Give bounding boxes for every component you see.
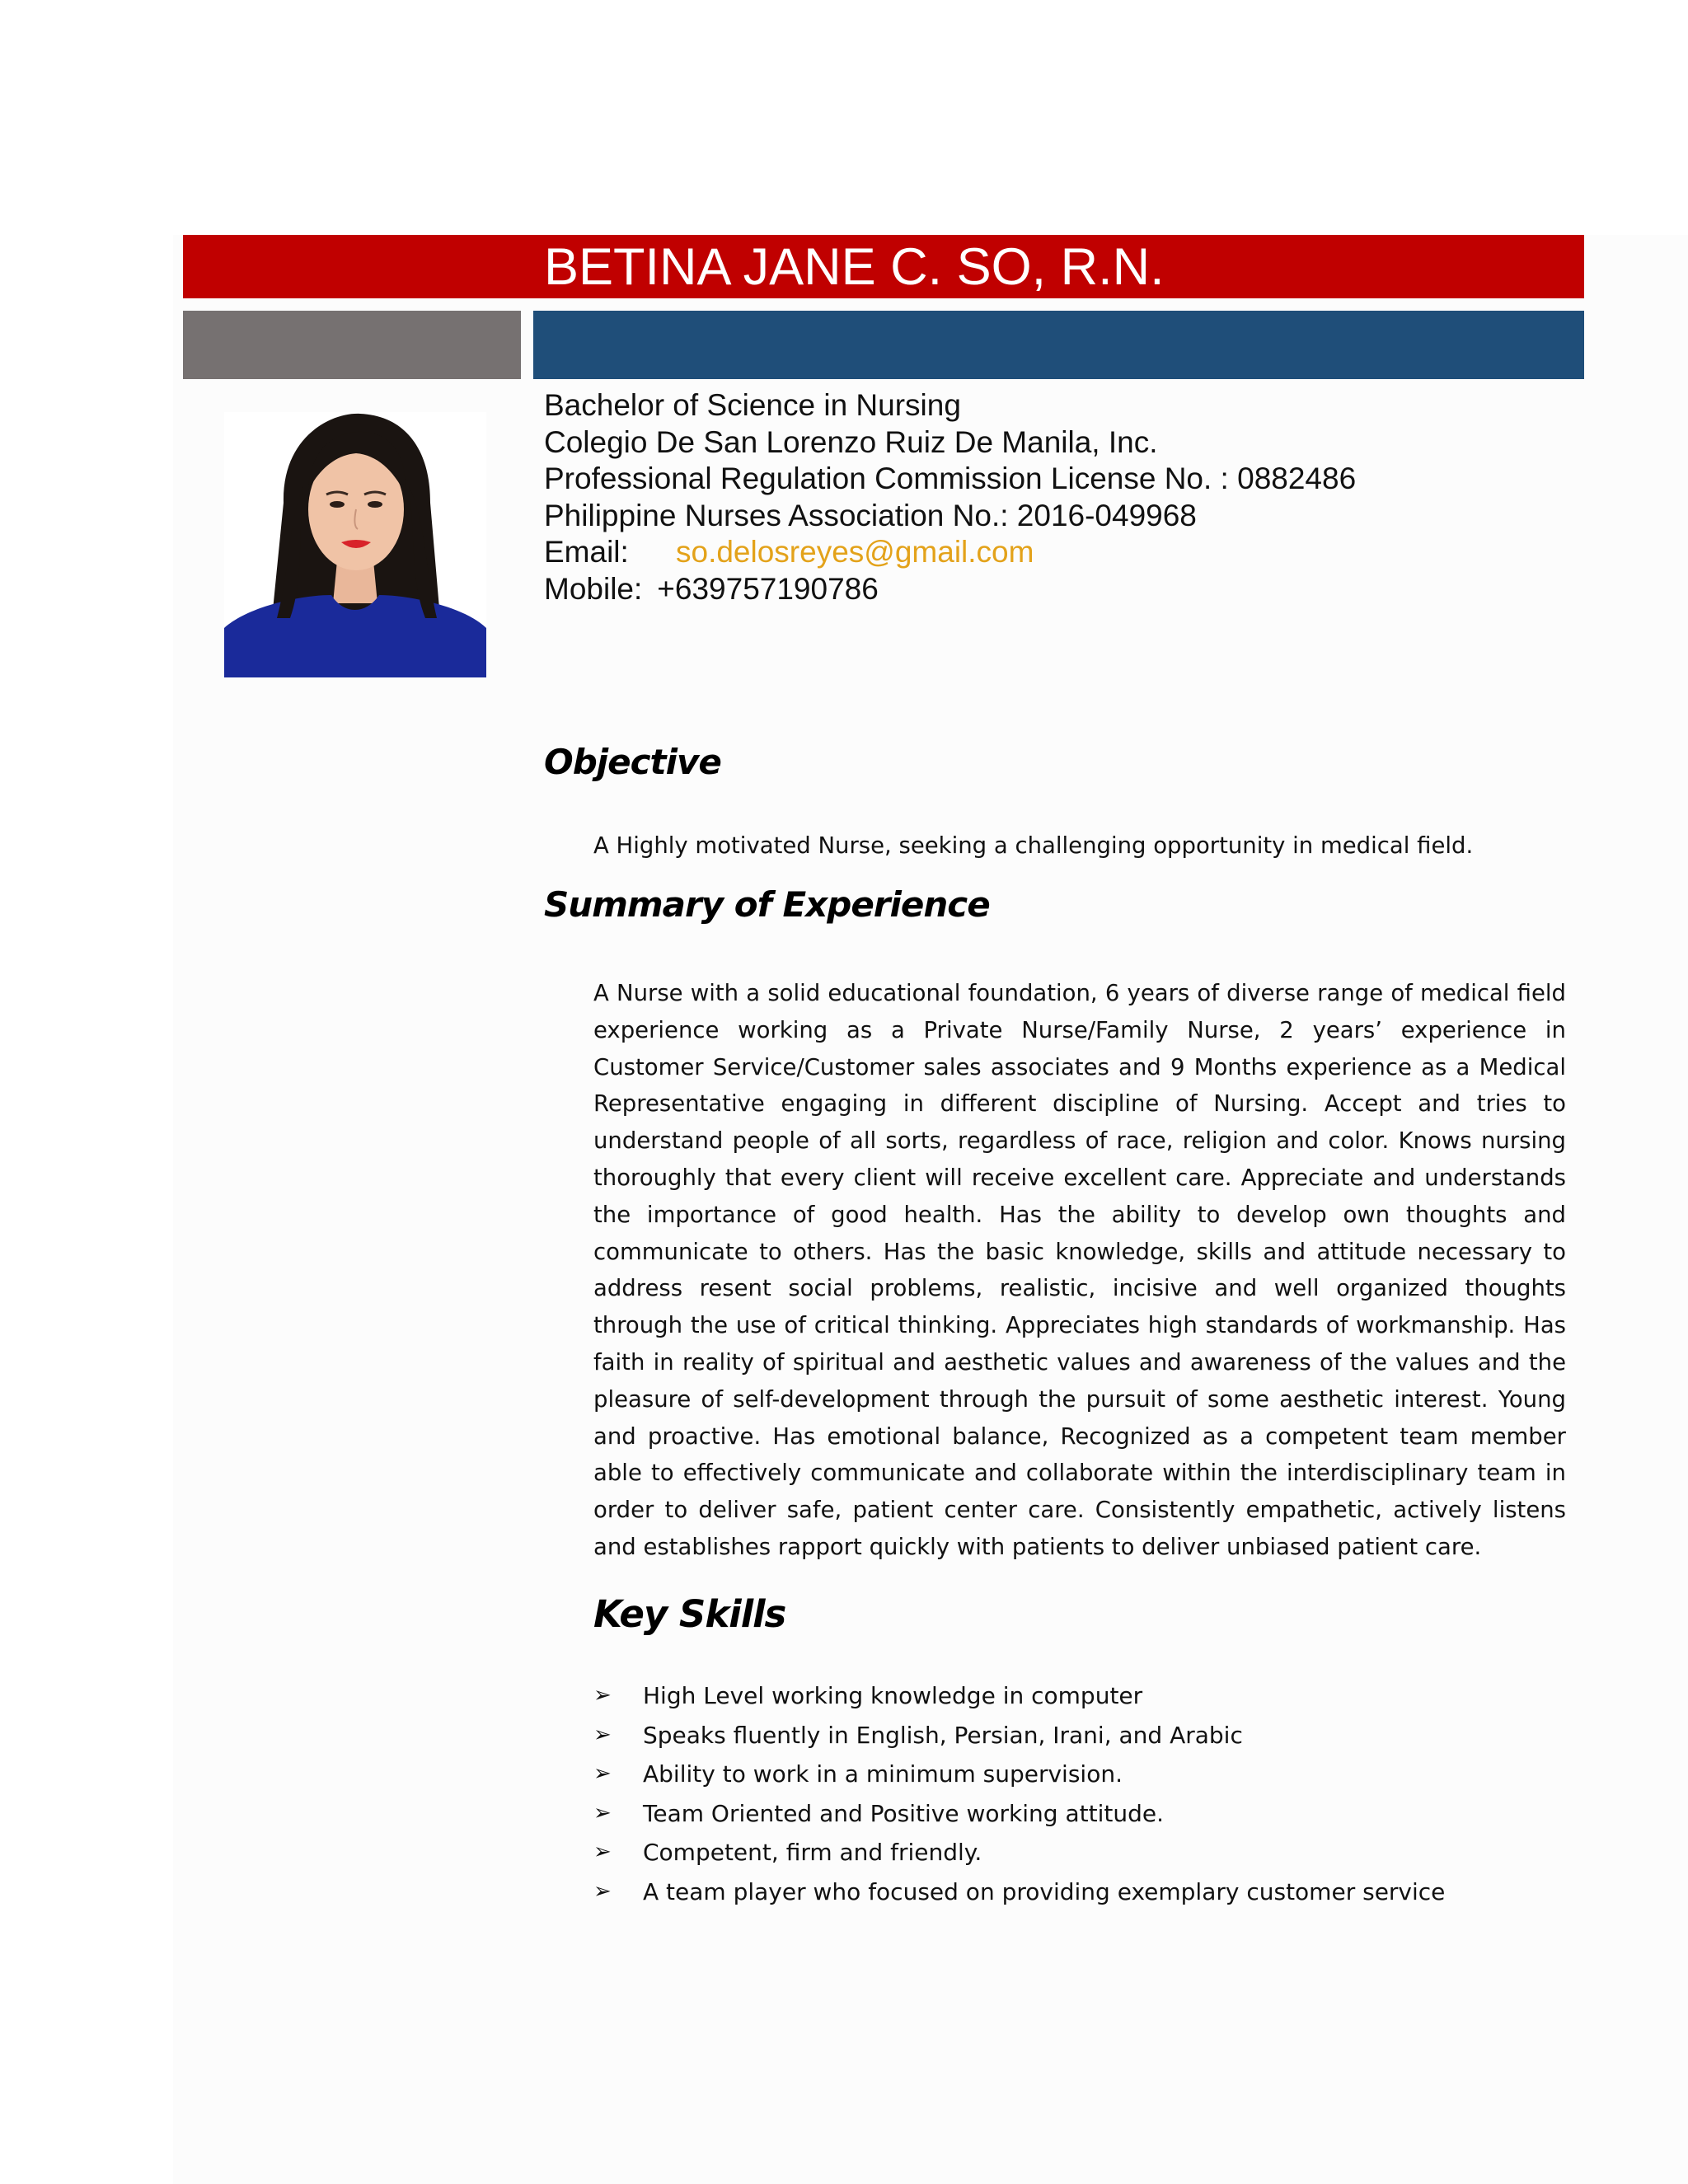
- objective-heading: Objective: [544, 742, 721, 782]
- arrow-bullet-icon: ➢: [593, 1683, 612, 1708]
- school-line: Colegio De San Lorenzo Ruiz De Manila, Inc.: [544, 424, 1158, 459]
- mobile-label: Mobile:: [544, 571, 643, 606]
- list-item: ➢ A team player who focused on providing exemplary customer service: [593, 1872, 1445, 1912]
- grey-accent-bar: [183, 311, 521, 379]
- list-item: ➢ Ability to work in a minimum supervision.: [593, 1755, 1445, 1794]
- arrow-bullet-icon: ➢: [593, 1761, 612, 1787]
- blue-accent-bar: [533, 311, 1584, 379]
- objective-text: A Highly motivated Nurse, seeking a challenging opportunity in medical field.: [593, 832, 1474, 859]
- skills-list: [593, 1676, 1445, 1912]
- list-item: ➢ High Level working knowledge in computer: [593, 1676, 1445, 1716]
- degree-line: Bachelor of Science in Nursing: [544, 388, 961, 422]
- profile-photo: [224, 412, 486, 677]
- list-item: ➢ Speaks fluently in English, Persian, Irani, and Arabic: [593, 1716, 1445, 1755]
- mobile-number: +639757190786: [657, 571, 879, 606]
- association-line: Philippine Nurses Association No.: 2016-049968: [544, 498, 1197, 532]
- arrow-bullet-icon: ➢: [593, 1878, 612, 1904]
- email-link[interactable]: so.delosreyes@gmail.com: [676, 535, 1034, 569]
- contact-details: [544, 387, 1356, 607]
- list-item: ➢ Competent, firm and friendly.: [593, 1833, 1445, 1872]
- email-line: [544, 534, 1356, 571]
- license-line: Professional Regulation Commission License No. : 0882486: [544, 462, 1357, 495]
- summary-text: A Nurse with a solid educational foundation, 6 years of diverse range of medical field experience working as a Private Nurse/Family Nurse, 2 years’ experience in Customer Service/Customer sales associates and 9 Months experience as a Medical Representative engaging in different discipline of Nursing. Accept and tries to understand people of all sorts, regardless of race, religion and color. Knows nursing thoroughly that every client will receive excellent care. Appreciate and understands the importance of good health. Has the ability to develop own thoughts and communicate to others. Has the basic knowledge, skills and attitude necessary to address resent social problems, realistic, incisive and well organized thoughts through the use of critical thinking. Appreciates high standards of workmanship. Has faith in reality of spiritual and aesthetic values and awareness of the values and the pleasure of self-development through the pursuit of some aesthetic interest. Young and proactive. Has emotional balance, Recognized as a competent team member able to effectively communicate and collaborate within the interdisciplinary team in order to deliver safe, patient center care. Consistently empathetic, actively listens and establishes rapport quickly with patients to deliver unbiased patient care.: [593, 980, 1566, 1560]
- email-label: Email:: [544, 535, 629, 569]
- arrow-bullet-icon: ➢: [593, 1800, 612, 1825]
- portrait-illustration: [224, 412, 486, 677]
- arrow-bullet-icon: ➢: [593, 1840, 612, 1865]
- arrow-bullet-icon: ➢: [593, 1722, 612, 1747]
- candidate-name: BETINA JANE C. SO, R.N.: [544, 238, 1165, 296]
- skills-heading: Key Skills: [593, 1592, 786, 1636]
- summary-heading: Summary of Experience: [544, 884, 990, 925]
- mobile-line: [544, 571, 1356, 608]
- list-item: ➢ Team Oriented and Positive working attitude.: [593, 1794, 1445, 1834]
